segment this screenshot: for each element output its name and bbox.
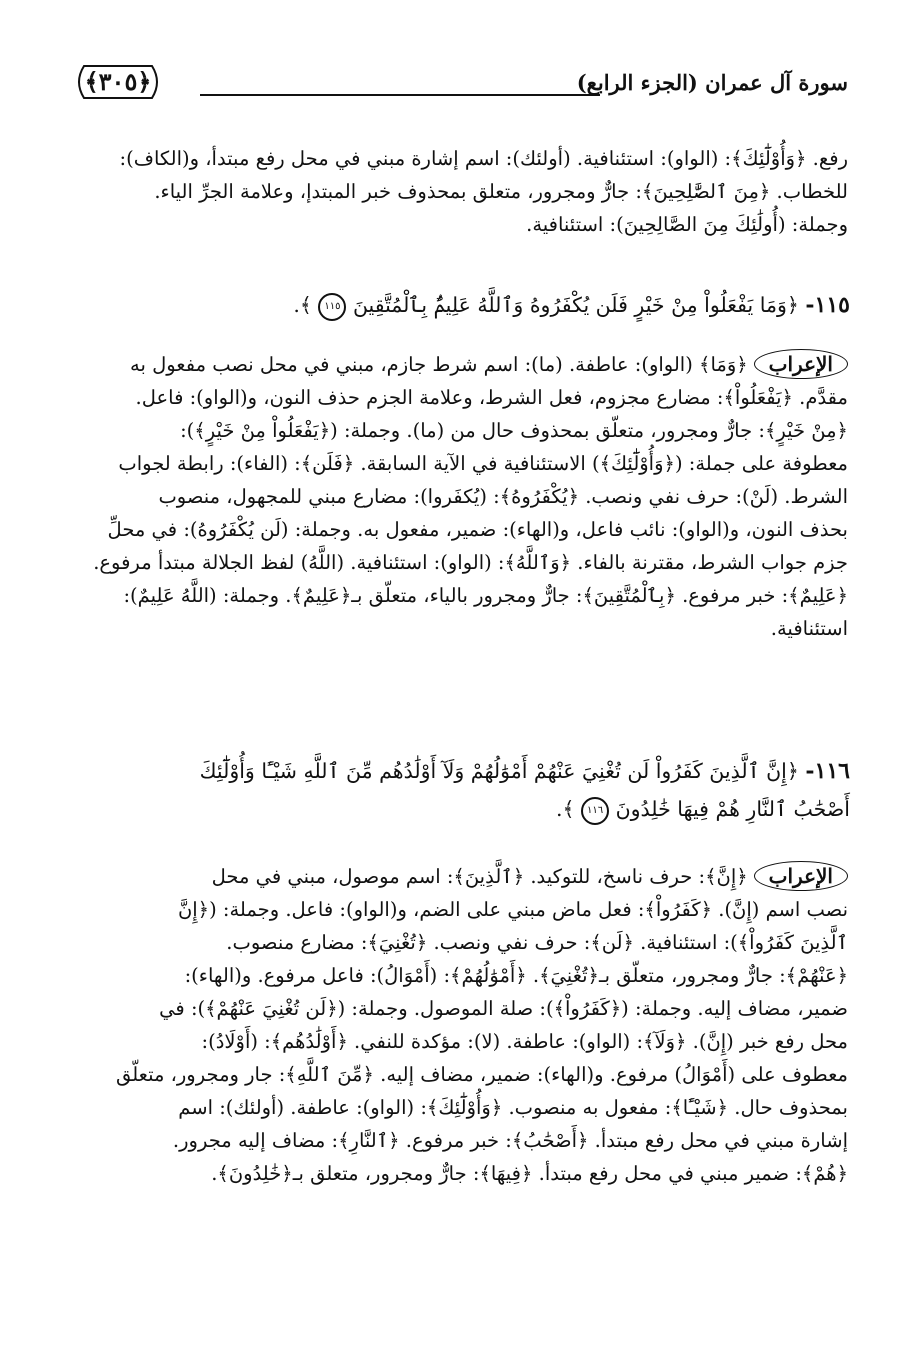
verse-115 [72, 286, 850, 324]
page-number-frame [70, 62, 166, 102]
verse-text: ﴿وَمَا يَفْعَلُواْ مِنْ خَيْرٍ فَلَن يُكْفَرُوهُ وَٱللَّهُ عَلِيمٌۢ بِٱلْمُتَّقِينَ [352, 293, 799, 317]
ayah-end-icon: ١١٥ [318, 293, 346, 321]
text-line: بحذف النون، و(الواو): نائب فاعل، و(الهاء): ضمير، مفعول به. وجملة: (لَن يُكْفَرُوهُ): في محلِّ [107, 518, 848, 541]
irab-label: الإعراب [754, 349, 848, 379]
text-line: معطوف على (أَمْوَالُ) مرفوع. و(الهاء): ضمير، مضاف إليه. ﴿مِّنَ ٱللَّهِ﴾: جار ومجرور، متعلّق [115, 1063, 848, 1086]
verse-number: ١١٦- [805, 758, 850, 784]
text-line: ٱلَّذِينَ كَفَرُواْ﴾): استئنافية. ﴿لَن﴾: حرف نفي ونصب. ﴿تُغْنِيَ﴾: مضارع منصوب. [226, 931, 848, 954]
header-rule [200, 94, 600, 96]
text-line: الشرط. (لَنْ): حرف نفي ونصب. ﴿يُكْفَرُوهُ﴾: (يُكفَروا): مضارع مبني للمجهول، منصوب [158, 485, 848, 508]
text-line: مقدَّم. ﴿يَفْعَلُواْ﴾: مضارع مجزوم، فعل الشرط، وعلامة الجزم حذف النون، و(الواو): فاعل. [135, 386, 848, 409]
paragraph-block-2 [72, 348, 848, 645]
irab-label: الإعراب [754, 861, 848, 891]
text-line: بمحذوف حال. ﴿شَيْـًٔا﴾: مفعول به منصوب. ﴿وَأُوْلَٰٓئِكَ﴾: (الواو): عاطفة. (أولئك): اسم [178, 1096, 848, 1119]
text-line: استئنافية. [770, 617, 848, 640]
text-line-content: ﴿وَمَا﴾ (الواو): عاطفة. (ما): اسم شرط جازم، مبني في محل نصب مفعول به [129, 353, 748, 376]
verse-closing: ﴾. [555, 797, 575, 821]
verse-text: أَصْحَٰبُ ٱلنَّارِ هُمْ فِيهَا خَٰلِدُونَ [615, 797, 850, 821]
page-header [70, 58, 848, 108]
text-line: ﴿مِنْ خَيْرٍ﴾: جارٌّ ومجرور، متعلّق بمحذوف حال من (ما). وجملة: (﴿يَفْعَلُواْ مِنْ خَيْرٍ﴾): [180, 419, 848, 442]
running-title: سورة آل عمران (الجزء الرابع) [576, 70, 848, 95]
verse-116 [72, 752, 850, 828]
text-line: وجملة: (أُولَٰئِكَ مِنَ الصَّالِحِينَ): استئنافية. [526, 213, 848, 236]
text-line: ﴿عَلِيمٌ﴾: خبر مرفوع. ﴿بِٱلْمُتَّقِينَ﴾: جارٌّ ومجرور بالياء، متعلّق بـ﴿عَلِيمٌ﴾. وجملة: (اللَّهُ عَلِيمٌ): [123, 584, 848, 607]
verse-number: ١١٥- [805, 292, 850, 318]
text-line: ﴿عَنْهُمْ﴾: جارٌّ ومجرور، متعلّق بـ﴿تُغْنِيَ﴾. ﴿أَمْوَٰلُهُمْ﴾: (أَمْوَالُ): فاعل مرفوع. و(الهاء): [184, 964, 848, 987]
text-line: للخطاب. ﴿مِنَ ٱلصَّٰلِحِينَ﴾: جارٌّ ومجرور، متعلق بمحذوف خبر المبتدإ، وعلامة الجرِّ الياء. [154, 180, 848, 203]
text-line [72, 860, 848, 893]
paragraph-block-1 [72, 142, 848, 241]
text-line [72, 348, 848, 381]
verse-line [72, 752, 850, 790]
paragraph-block-3 [72, 860, 848, 1190]
text-line: جزم جواب الشرط، مقترنة بالفاء. ﴿وَٱللَّهُ﴾: (الواو): استئنافية. (اللَّهُ) لفظ الجلالة مبتدأ مرفوع. [93, 551, 848, 574]
verse-text: ﴿إِنَّ ٱلَّذِينَ كَفَرُواْ لَن تُغْنِيَ عَنْهُمْ أَمْوَٰلُهُمْ وَلَآ أَوْلَٰدُهُم مِّنَ ٱللَّهِ شَيْـًٔا وَأُوْلَٰٓئِكَ [199, 759, 799, 783]
text-line: نصب اسم (إِنَّ). ﴿كَفَرُواْ﴾: فعل ماض مبني على الضم، و(الواو): فاعل. وجملة: (﴿إِنَّ [177, 898, 848, 921]
text-line: إشارة مبني في محل رفع مبتدأ. ﴿أَصْحَٰبُ﴾: خبر مرفوع. ﴿ٱلنَّارِ﴾: مضاف إليه مجرور. [172, 1129, 848, 1152]
text-line: رفع. ﴿وَأُوْلَٰٓئِكَ﴾: (الواو): استئنافية. (أولئك): اسم إشارة مبني في محل رفع مبتدأ، و(الكاف): [119, 147, 848, 170]
text-line-content: ﴿إِنَّ﴾: حرف ناسخ، للتوكيد. ﴿ٱلَّذِينَ﴾: اسم موصول، مبني في محل [211, 865, 748, 888]
text-line: ﴿هُمْ﴾: ضمير مبني في محل رفع مبتدأ. ﴿فِيهَا﴾: جارٌّ ومجرور، متعلق بـ﴿خَٰلِدُونَ﴾. [211, 1162, 848, 1185]
verse-closing: ﴾. [293, 293, 312, 317]
text-line: ضمير، مضاف إليه. وجملة: (﴿كَفَرُواْ﴾): صلة الموصول. وجملة: (﴿لَن تُغْنِيَ عَنْهُمْ﴾): في [159, 997, 848, 1020]
page-number: ﴿٣٠٥﴾ [84, 67, 152, 96]
ayah-end-icon: ١١٦ [581, 797, 609, 825]
text-line: محل رفع خبر (إِنَّ). ﴿وَلَآ﴾: (الواو): عاطفة. (لا): مؤكدة للنفي. ﴿أَوْلَٰدُهُم﴾: (أَوْلَادُ): [201, 1030, 848, 1053]
text-line: معطوفة على جملة: (﴿وَأُوْلَٰٓئِكَ﴾) الاستئنافية في الآية السابقة. ﴿فَلَن﴾: (الفاء): رابطة لجواب [118, 452, 848, 475]
verse-line [72, 790, 850, 828]
